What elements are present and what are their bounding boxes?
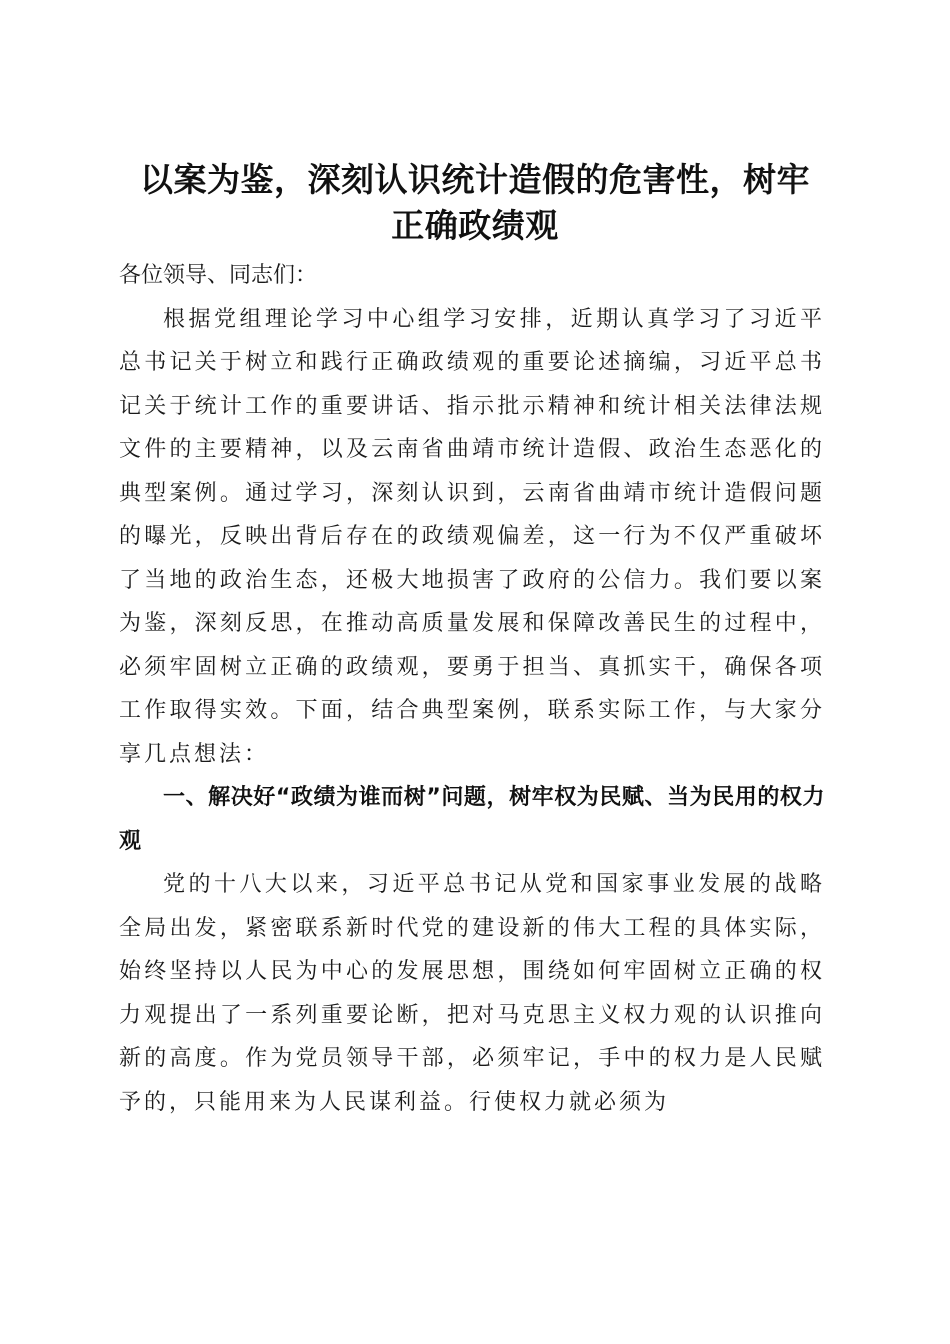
- document-title: [110, 157, 840, 249]
- document-body: [119, 254, 825, 1124]
- paragraph-section-1: 党的十八大以来，习近平总书记从党和国家事业发展的战略全局出发，紧密联系新时代党的建设新的伟大工程的具体实际，始终坚持以人民为中心的发展思想，围绕如何牢固树立正确的权力观提出了一系列重要论断，把对马克思主义权力观的认识推向新的高度。作为党员领导干部，必须牢记，手中的权力是人民赋予的，只能用来为人民谋利益。行使权力就必须为: [119, 872, 825, 1115]
- salutation: 各位领导、同志们：: [119, 263, 318, 288]
- paragraph-intro: 根据党组理论学习中心组学习安排，近期认真学习了习近平总书记关于树立和践行正确政绩观的重要论述摘编，习近平总书记关于统计工作的重要讲话、指示批示精神和统计相关法律法规文件的主要精神，以及云南省曲靖市统计造假、政治生态恶化的典型案例。通过学习，深刻认识到，云南省曲靖市统计造假问题的曝光，反映出背后存在的政绩观偏差，这一行为不仅严重破坏了当地的政治生态，还极大地损害了政府的公信力。我们要以案为鉴，深刻反思，在推动高质量发展和保障改善民生的过程中，必须牢固树立正确的政绩观，要勇于担当、真抓实干，确保各项工作取得实效。下面，结合典型案例，联系实际工作，与大家分享几点想法：: [119, 306, 825, 767]
- title-line-2: 正确政绩观: [391, 206, 559, 246]
- section-heading-1: 一、解决好“政绩为谁而树”问题，树牢权为民赋、当为民用的权力观: [119, 785, 825, 854]
- title-line-1: 以案为鉴，深刻认识统计造假的危害性，树牢: [140, 160, 810, 200]
